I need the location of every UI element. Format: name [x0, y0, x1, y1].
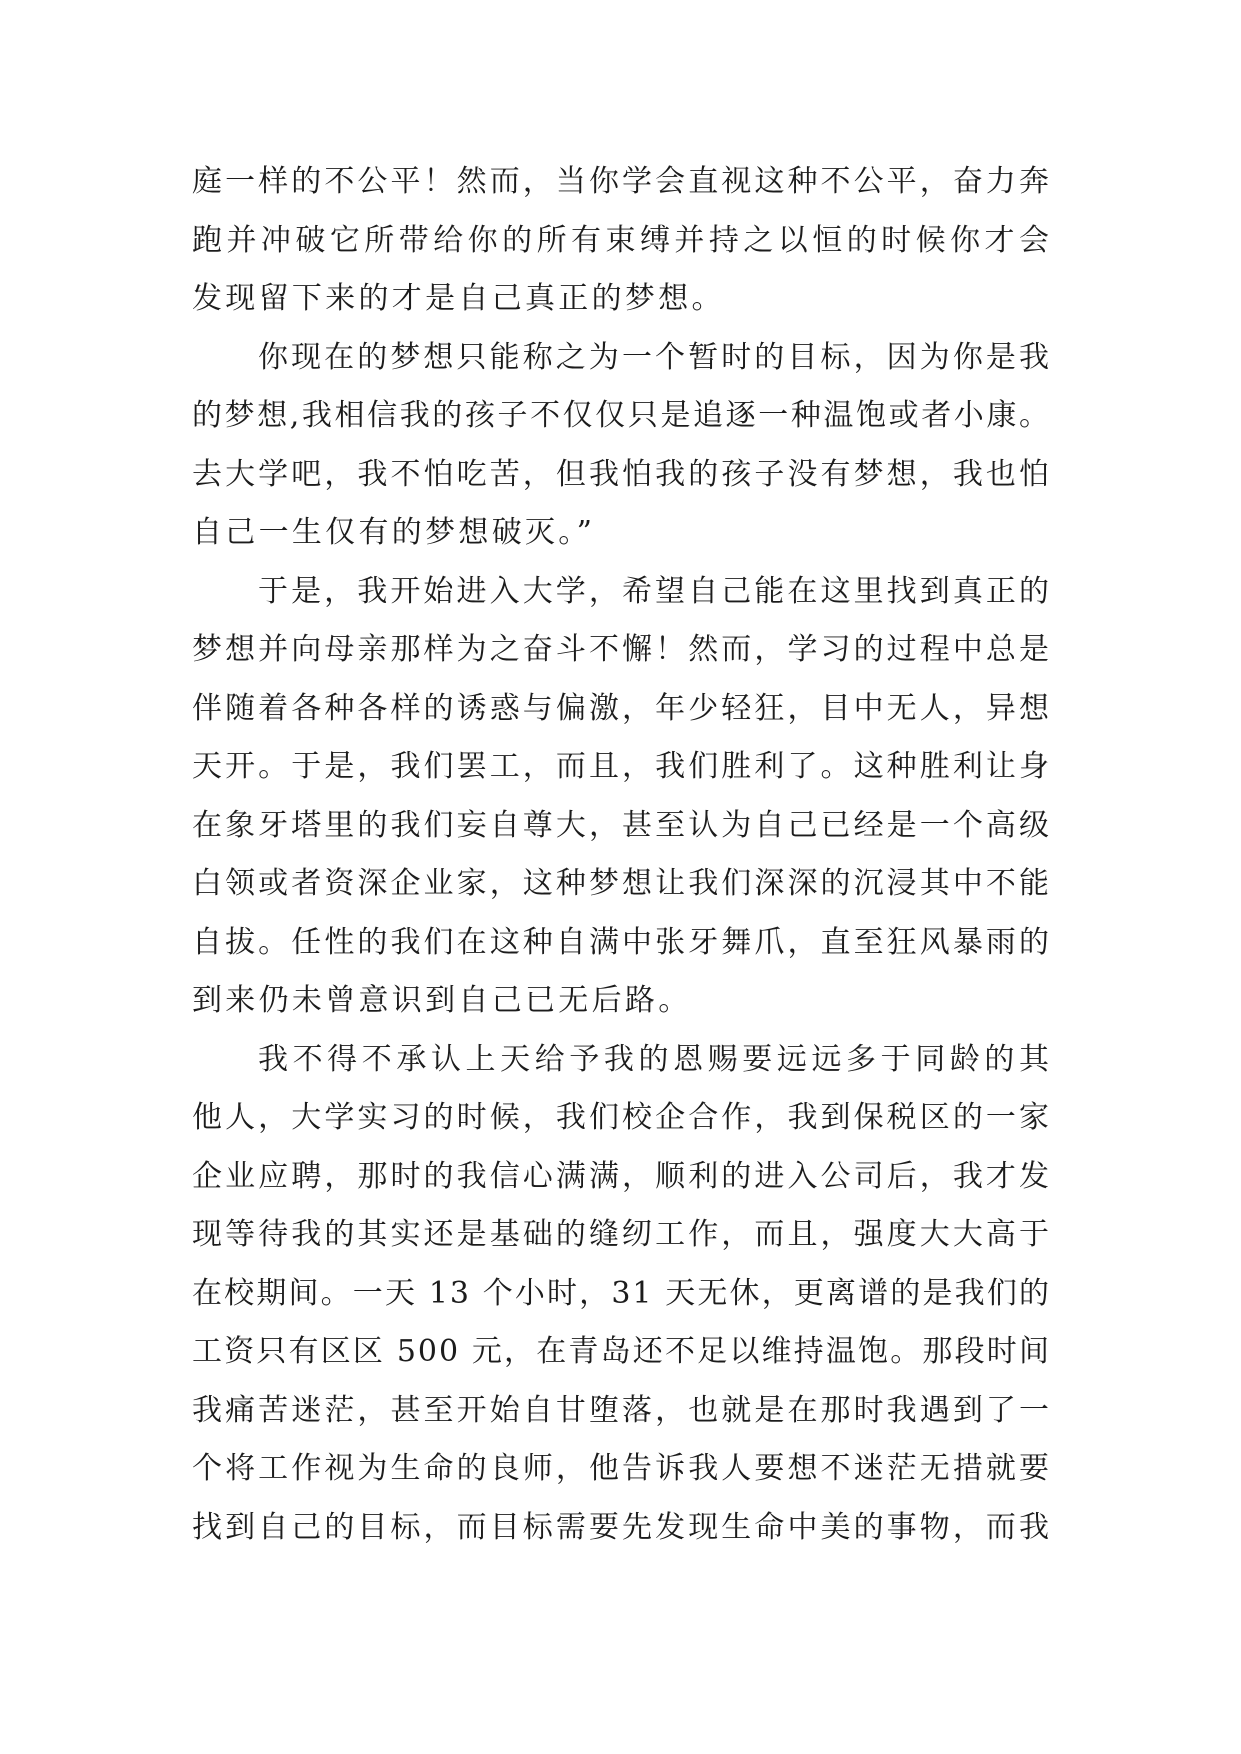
text-line: 工资只有区区 500 元，在青岛还不足以维持温饱。那段时间: [192, 1334, 1051, 1369]
text-line: 去大学吧，我不怕吃苦，但我怕我的孩子没有梦想，我也怕: [192, 456, 1051, 492]
text-line: 于是，我开始进入大学，希望自己能在这里找到真正的: [258, 573, 1051, 609]
text-line: 在象牙塔里的我们妄自尊大，甚至认为自己已经是一个高级: [192, 807, 1051, 843]
text-line: 个将工作视为生命的良师，他告诉我人要想不迷茫无措就要: [192, 1451, 1051, 1486]
text-line: 企业应聘，那时的我信心满满，顺利的进入公司后，我才发: [192, 1158, 1051, 1194]
text-line: 跑并冲破它所带给你的所有束缚并持之以恒的时候你才会: [192, 222, 1051, 258]
text-line: 找到自己的目标，而目标需要先发现生命中美的事物，而我: [192, 1509, 1051, 1545]
text-line: 到来仍未曾意识到自己已无后路。: [192, 983, 692, 1018]
text-line: 我不得不承认上天给予我的恩赐要远远多于同龄的其: [258, 1041, 1051, 1077]
text-line: 他人，大学实习的时候，我们校企合作，我到保税区的一家: [192, 1100, 1051, 1135]
text-line: 伴随着各种各样的诱惑与偏激，年少轻狂，目中无人，异想: [192, 690, 1051, 726]
text-line: 庭一样的不公平！然而，当你学会直视这种不公平，奋力奔: [192, 164, 1051, 199]
paragraph: [192, 153, 1051, 329]
body-text: [192, 153, 1051, 1557]
text-line: 你现在的梦想只能称之为一个暂时的目标，因为你是我: [258, 339, 1051, 375]
text-line: 发现留下来的才是自己真正的梦想。: [192, 281, 725, 316]
paragraph: [192, 329, 1051, 563]
text-line: 自拔。任性的我们在这种自满中张牙舞爪，直至狂风暴雨的: [192, 924, 1051, 960]
text-line: 梦想并向母亲那样为之奋斗不懈！然而，学习的过程中总是: [192, 632, 1051, 667]
paragraph: [192, 563, 1051, 1031]
text-line: 天开。于是，我们罢工，而且，我们胜利了。这种胜利让身: [192, 749, 1051, 784]
text-line: 现等待我的其实还是基础的缝纫工作，而且，强度大大高于: [192, 1217, 1051, 1252]
paragraph: [192, 1031, 1051, 1558]
text-line: 的梦想,我相信我的孩子不仅仅只是追逐一种温饱或者小康。: [192, 398, 1051, 433]
text-line: 白领或者资深企业家，这种梦想让我们深深的沉浸其中不能: [192, 866, 1051, 901]
text-line: 自己一生仅有的梦想破灭。”: [192, 515, 596, 550]
text-line: 我痛苦迷茫，甚至开始自甘堕落，也就是在那时我遇到了一: [192, 1392, 1051, 1428]
text-line: 在校期间。一天 13 个小时，31 天无休，更离谱的是我们的: [192, 1275, 1051, 1311]
